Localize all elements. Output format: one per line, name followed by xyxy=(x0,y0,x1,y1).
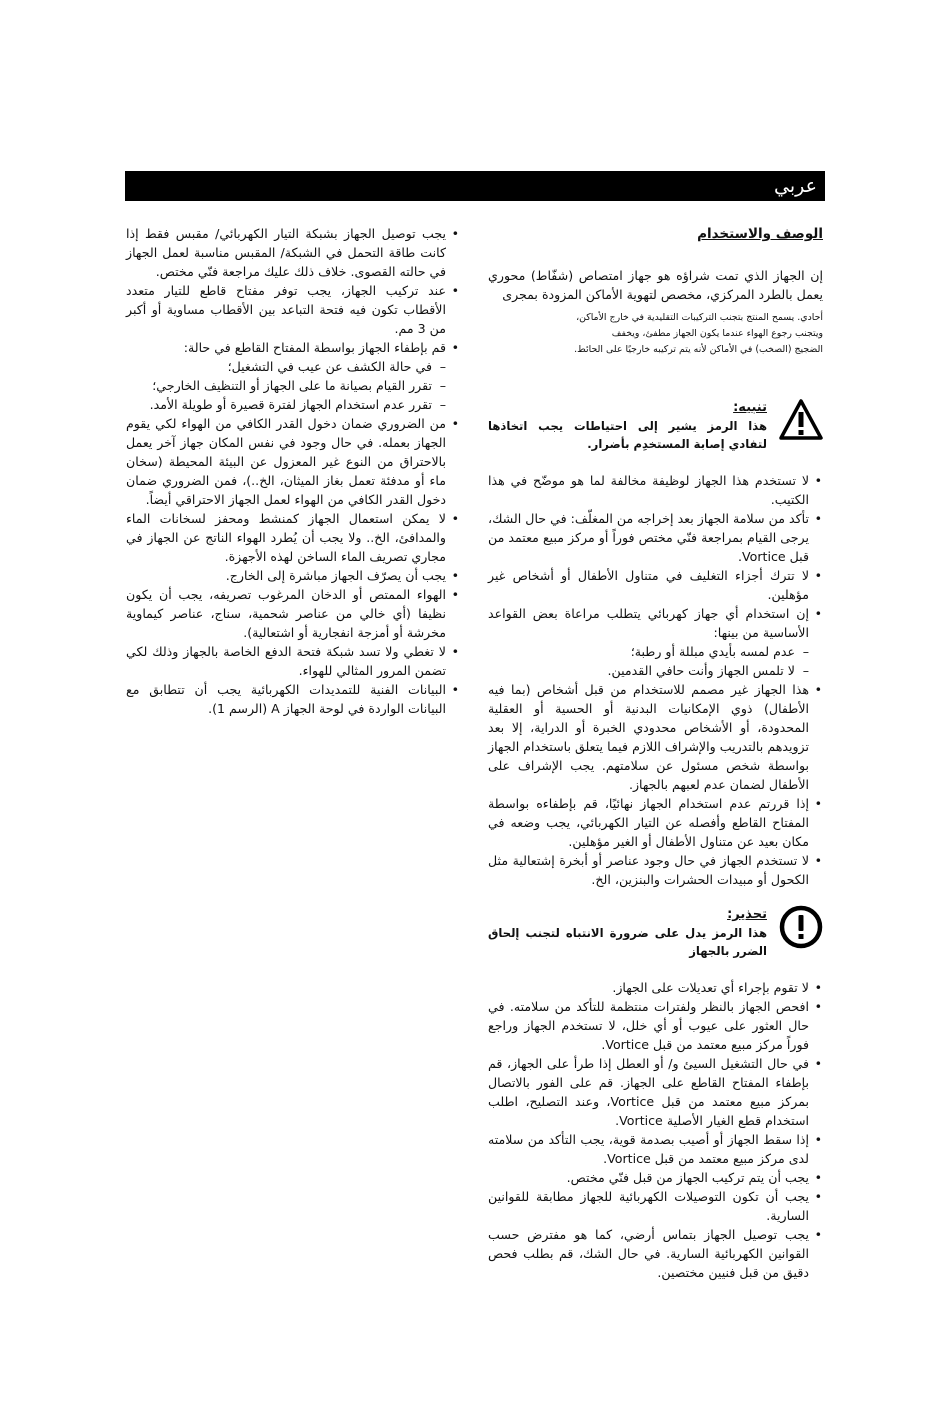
list-item: • من الضروري ضمان دخول القدر الكافي من الهواء لكي يقوم الجهاز بعمله. في حال وجود في نفس المكان جهاز آخر يعمل بالاحتراق من النوع غير المعزول عن البيئة المحيطة (سخان ماء أو مدفئة تعمل بغاز الميثان، الخ..)، فمن الضروري ضمان دخول القدر الكافي من الهواء لعمل الجهاز الاحتراقي أيضاً. xyxy=(126,414,460,509)
warning-list xyxy=(488,471,823,642)
intro-note-line: ويتجنب رجوع الهواء عندما يكون الجهاز مطفئ، ويخفف xyxy=(611,328,823,339)
intro-note-line: الضجيج (الصخب) في الأماكن لأنه يتم تركيبه خارجيًا على الحائط. xyxy=(574,344,823,355)
list-item: • قم بإطفاء الجهاز بواسطة المفتاح القاطع في حالة: xyxy=(126,338,460,357)
list-item: • إذا سقط الجهاز أو أصيب بصدمة قوية، يجب التأكد من سلامته لدى مركز مبيع معتمد من قبل Vortice. xyxy=(488,1130,823,1168)
list-item: • لا تقوم بإجراء أي تعديلات على الجهاز. xyxy=(488,978,823,997)
list-item: • لا تستخدم هذا الجهاز لوظيفة مخالفة لما هو موضّح في هذا الكتيب. xyxy=(488,471,823,509)
list-item: • يجب أن تكون التوصيلات الكهربائية للجهاز مطابقة للقوانين السارية. xyxy=(488,1187,823,1225)
sub-list-item: – تقرر عدم استخدام الجهاز لفترة قصيرة أو طويلة الأمد. xyxy=(126,395,446,414)
right-column xyxy=(488,224,823,1282)
list-item: • لا يمكن استعمال الجهاز كمنشط ومحفز لسخانات الماء والمدافئ، الخ.. ولا يجب أن يُطرد الهواء الناتج عن الجهاز في مجاري تصريف الماء الساخن لهذه الأجهزة. xyxy=(126,509,460,566)
sub-list-item: – لا تلمس الجهاز وأنت حافي القدمين. xyxy=(488,661,809,680)
caution-list xyxy=(488,978,823,1282)
list-item: • في حال التشغيل السيئ و/ أو العطل إذا طرأ على الجهاز، قم بإطفاء المفتاح القاطع على الجهاز. قم على الفور بالاتصال بمركز مبيع معتمد من قبل Vortice، وعند التصليح، اطلب استخدام قطع الغيار الأصلية Vortice. xyxy=(488,1054,823,1130)
list-item: • يجب أن يصرّف الجهاز مباشرة إلى الخارج. xyxy=(126,566,460,585)
exclamation-circle-icon xyxy=(779,905,823,949)
section-title: الوصف والاستخدام xyxy=(697,226,823,242)
warning-notice xyxy=(488,398,823,453)
language-header-bar xyxy=(125,171,825,201)
sub-list-item: – عدم لمسه بأيدي مبللة أو رطبة؛ xyxy=(488,642,809,661)
warning-list-continued xyxy=(488,680,823,889)
language-label: عربي xyxy=(774,175,817,197)
list-item: • يجب توصيل الجهاز بتماس أرضي، كما هو مفترض حسب القوانين الكهربائية السارية. في حال الشك، قم بطلب فحص دقيق من قبل فنيين مختصين. xyxy=(488,1225,823,1282)
caution-text: هذا الرمز يدل على ضرورة الانتباه لتجنب إلحاق الضرر بالجهاز xyxy=(488,926,767,958)
list-item: • لا تغطي ولا تسد شبكة فتحة الدفع الخاصة بالجهاز وذلك لكي تضمن المرور المثالي للهواء. xyxy=(126,642,460,680)
list-item: • عند تركيب الجهاز، يجب توفر مفتاح قاطع للتيار متعدد الأقطاب تكون فيه فتحة التباعد بين الأقطاب مساوية أو أكبر من 3 مم. xyxy=(126,281,460,338)
warning-text: هذا الرمز يشير إلى احتياطات يجب اتخاذها لتفادي إصابة المستخدِم بأضرار. xyxy=(488,419,767,451)
warning-sublist xyxy=(488,642,823,680)
caution-title: تحذير: xyxy=(727,907,767,922)
list-item: • يجب أن يتم تركيب الجهاز من قبل فنّي مختص. xyxy=(488,1168,823,1187)
list-item: • إذا قررتم عدم استخدام الجهاز نهائيًا، قم بإطفاءه بواسطة المفتاح القاطع وأفصله عن التيار الكهربائي، يجب وضعه في مكان بعيد عن متناول الأطفال أو الغير مؤهلين. xyxy=(488,794,823,851)
list-item: • البيانات الفنية للتمديدات الكهربائية يجب أن تتطابق مع البيانات الواردة في لوحة الجهاز A (الرسم 1). xyxy=(126,680,460,718)
switch-off-sublist xyxy=(126,357,460,414)
caution-notice xyxy=(488,905,823,960)
list-item: • تأكد من سلامة الجهاز بعد إخراجه من المغلّف: في حال الشك، يرجى القيام بمراجعة فنّي مختص فوراً أو مركز مبيع معتمد من قبل Vortice. xyxy=(488,509,823,566)
warning-title: تنبيه: xyxy=(733,400,767,415)
intro-note-line: أحادي. يسمح المنتج بتجنب التركيبات التقليدية في خارج الأماكن، xyxy=(576,312,823,323)
list-item: • لا تستخدم الجهاز في حال وجود عناصر أو أبخرة إشتعالية مثل الكحول أو مبيدات الحشرات والبنزين، الخ. xyxy=(488,851,823,889)
list-item: • افحص الجهاز بالنظر ولفترات منتظمة للتأكد من سلامته. في حال العثور على عيوب أو أي خلل، لا تستخدم الجهاز وراجع فوراً مركز مبيع معتمد من قبل Vortice. xyxy=(488,997,823,1054)
list-item: • لا تترك أجزاء التغليف في متناول الأطفال أو أشخاص غير مؤهلين. xyxy=(488,566,823,604)
sub-list-item: – تقرر القيام بصيانة ما على الجهاز أو التنظيف الخارجي؛ xyxy=(126,376,446,395)
list-item: • إن استخدام أي جهاز كهربائي يتطلب مراعاة بعض القواعد الأساسية من بينها: xyxy=(488,604,823,642)
list-item: • هذا الجهاز غير مصمم للاستخدام من قبل أشخاص (بما فيه الأطفال) ذوي الإمكانيات البدنية أو الحسية أو العقلية المحدودة، أو الأشخاص محدودي الخبرة أو الدراية، إلا بعد تزويدهم بالتدريب والإشراف اللازم فيما يتعلق باستخدام الجهاز بواسطة شخص مسئول عن سلامتهم. يجب الإشراف على الأطفال لضمان عدم لعبهم بالجهاز. xyxy=(488,680,823,794)
warning-triangle-icon xyxy=(779,398,823,442)
list-item: • الهواء الممتص أو الدخان المرغوب تصريفه، يجب أن يكون نظيفا (أي خالي من عناصر شحمية، سناج، عناصر كيماوية مخرشة أو أمزجة انفجارية أو اشتعالية). xyxy=(126,585,460,642)
list-item: • يجب توصيل الجهاز بشبكة التيار الكهربائي/ مقبس فقط إذا كانت طاقة التحمل في الشبكة/ المقبس مناسبة لعمل الجهاز في حالته القصوى. خلاف ذلك عليك مراجعة فنّي مختص. xyxy=(126,224,460,281)
intro-note xyxy=(488,310,823,358)
installation-list xyxy=(126,224,460,357)
installation-list-continued xyxy=(126,414,460,718)
sub-list-item: – في حالة الكشف عن عيب في التشغيل؛ xyxy=(126,357,446,376)
left-column xyxy=(126,224,460,718)
intro-paragraph: إن الجهاز الذي تمت شراؤه هو جهاز امتصاص (شفّاط) محوري يعمل بالطرد المركزي، مخصص لتهوية الأماكن المزودة بمجرى xyxy=(488,268,823,302)
